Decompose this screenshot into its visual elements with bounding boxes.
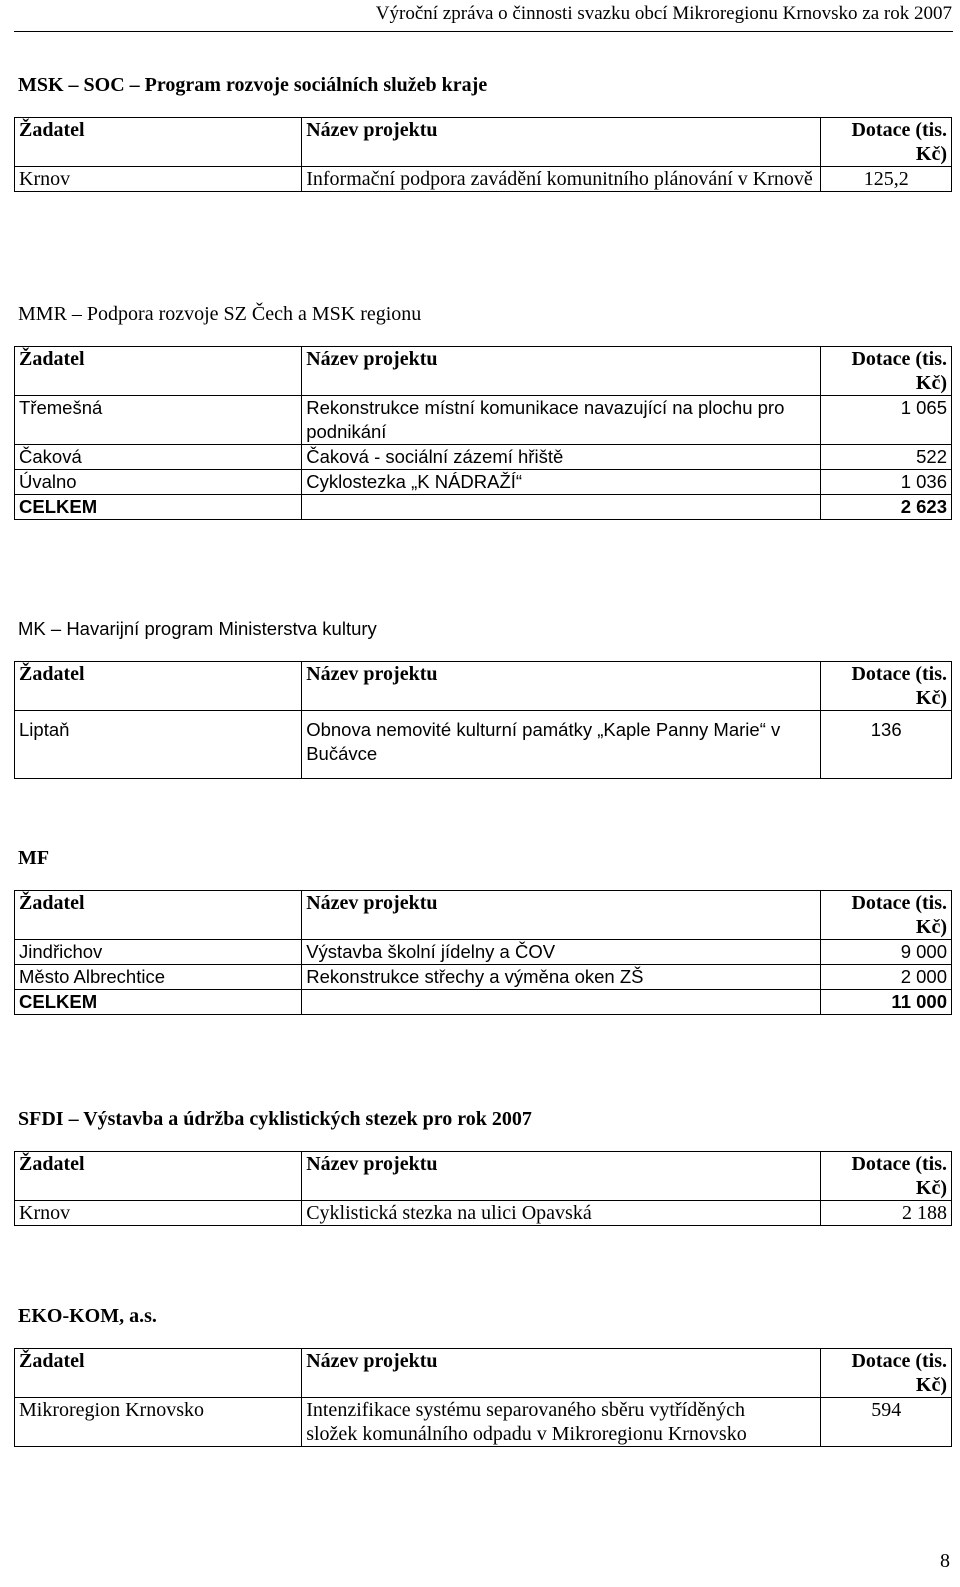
- grant-table: [14, 117, 952, 192]
- project-cell: Rekonstrukce střechy a výměna oken ZŠ: [302, 965, 821, 990]
- applicant-cell: Město Albrechtice: [15, 965, 302, 990]
- column-header-applicant: Žadatel: [15, 662, 302, 711]
- column-header-project: Název projektu: [302, 347, 821, 396]
- running-header: Výroční zpráva o činnosti svazku obcí Mikroregionu Krnovsko za rok 2007: [375, 3, 952, 24]
- table-row: [15, 1201, 952, 1226]
- section-mk: [16, 617, 952, 779]
- table-row: [15, 1398, 952, 1447]
- column-header-applicant: Žadatel: [15, 891, 302, 940]
- table-header-row: [15, 891, 952, 940]
- column-header-project: Název projektu: [302, 118, 821, 167]
- section-title: MSK – SOC – Program rozvoje sociálních služeb kraje: [18, 74, 488, 96]
- section-title: MK – Havarijní program Ministerstva kultury: [18, 618, 377, 639]
- applicant-cell: Třemešná: [15, 396, 302, 445]
- grant-table: [14, 346, 952, 520]
- total-value: 11 000: [821, 990, 952, 1015]
- grant-table: [14, 1151, 952, 1226]
- column-header-applicant: Žadatel: [15, 118, 302, 167]
- table-row: [15, 470, 952, 495]
- section-title: MF: [18, 847, 50, 869]
- grant-cell: 594: [821, 1398, 952, 1447]
- header-rule: [14, 31, 953, 32]
- column-header-grant: Dotace (tis. Kč): [821, 118, 952, 167]
- grant-cell: 9 000: [821, 940, 952, 965]
- section-eko-kom: [16, 1304, 952, 1447]
- table-header-row: [15, 662, 952, 711]
- column-header-grant: Dotace (tis. Kč): [821, 1349, 952, 1398]
- column-header-applicant: Žadatel: [15, 1152, 302, 1201]
- column-header-project: Název projektu: [302, 1152, 821, 1201]
- grant-cell: 136: [821, 711, 952, 779]
- column-header-applicant: Žadatel: [15, 1349, 302, 1398]
- column-header-project: Název projektu: [302, 891, 821, 940]
- section-mf: [16, 846, 952, 1015]
- section-mmr: [16, 302, 952, 520]
- project-cell: Cyklistická stezka na ulici Opavská: [302, 1201, 821, 1226]
- grant-table: [14, 661, 952, 779]
- applicant-cell: Krnov: [15, 1201, 302, 1226]
- applicant-cell: Čaková: [15, 445, 302, 470]
- column-header-project: Název projektu: [302, 662, 821, 711]
- page-number: 8: [940, 1550, 950, 1572]
- grant-cell: 125,2: [821, 167, 952, 192]
- column-header-grant: Dotace (tis. Kč): [821, 891, 952, 940]
- project-cell: Rekonstrukce místní komunikace navazující na plochu pro podnikání: [302, 396, 821, 445]
- table-header-row: [15, 347, 952, 396]
- section-title: EKO-KOM, a.s.: [18, 1305, 157, 1327]
- table-header-row: [15, 1152, 952, 1201]
- section-title: SFDI – Výstavba a údržba cyklistických stezek pro rok 2007: [18, 1108, 532, 1130]
- section-sfdi: [16, 1107, 952, 1226]
- column-header-grant: Dotace (tis. Kč): [821, 347, 952, 396]
- table-row: [15, 396, 952, 445]
- project-cell: Informační podpora zavádění komunitního plánování v Krnově: [302, 167, 821, 192]
- project-cell: Obnova nemovité kulturní památky „Kaple Panny Marie“ v Bučávce: [302, 711, 821, 779]
- total-label: CELKEM: [15, 990, 302, 1015]
- grant-cell: 1 065: [821, 396, 952, 445]
- grant-table: [14, 890, 952, 1015]
- table-row: [15, 965, 952, 990]
- applicant-cell: Jindřichov: [15, 940, 302, 965]
- section-title: MMR – Podpora rozvoje SZ Čech a MSK regionu: [18, 303, 422, 325]
- grant-cell: 2 188: [821, 1201, 952, 1226]
- total-empty-cell: [302, 495, 821, 520]
- total-row: [15, 495, 952, 520]
- table-row: [15, 167, 952, 192]
- table-header-row: [15, 118, 952, 167]
- applicant-cell: Úvalno: [15, 470, 302, 495]
- table-row: [15, 445, 952, 470]
- total-empty-cell: [302, 990, 821, 1015]
- project-cell: Výstavba školní jídelny a ČOV: [302, 940, 821, 965]
- project-cell: Cyklostezka „K NÁDRAŽÍ“: [302, 470, 821, 495]
- total-value: 2 623: [821, 495, 952, 520]
- column-header-grant: Dotace (tis. Kč): [821, 662, 952, 711]
- grant-table: [14, 1348, 952, 1447]
- table-row: [15, 940, 952, 965]
- section-msk-soc: [16, 73, 952, 192]
- table-header-row: [15, 1349, 952, 1398]
- grant-cell: 2 000: [821, 965, 952, 990]
- grant-cell: 1 036: [821, 470, 952, 495]
- table-row: [15, 711, 952, 779]
- applicant-cell: Mikroregion Krnovsko: [15, 1398, 302, 1447]
- column-header-applicant: Žadatel: [15, 347, 302, 396]
- total-row: [15, 990, 952, 1015]
- applicant-cell: Krnov: [15, 167, 302, 192]
- applicant-cell: Liptaň: [15, 711, 302, 779]
- grant-cell: 522: [821, 445, 952, 470]
- project-cell: Intenzifikace systému separovaného sběru vytříděných složek komunálního odpadu v Mikroregionu Krnovsko: [302, 1398, 821, 1447]
- column-header-grant: Dotace (tis. Kč): [821, 1152, 952, 1201]
- project-cell: Čaková - sociální zázemí hřiště: [302, 445, 821, 470]
- column-header-project: Název projektu: [302, 1349, 821, 1398]
- total-label: CELKEM: [15, 495, 302, 520]
